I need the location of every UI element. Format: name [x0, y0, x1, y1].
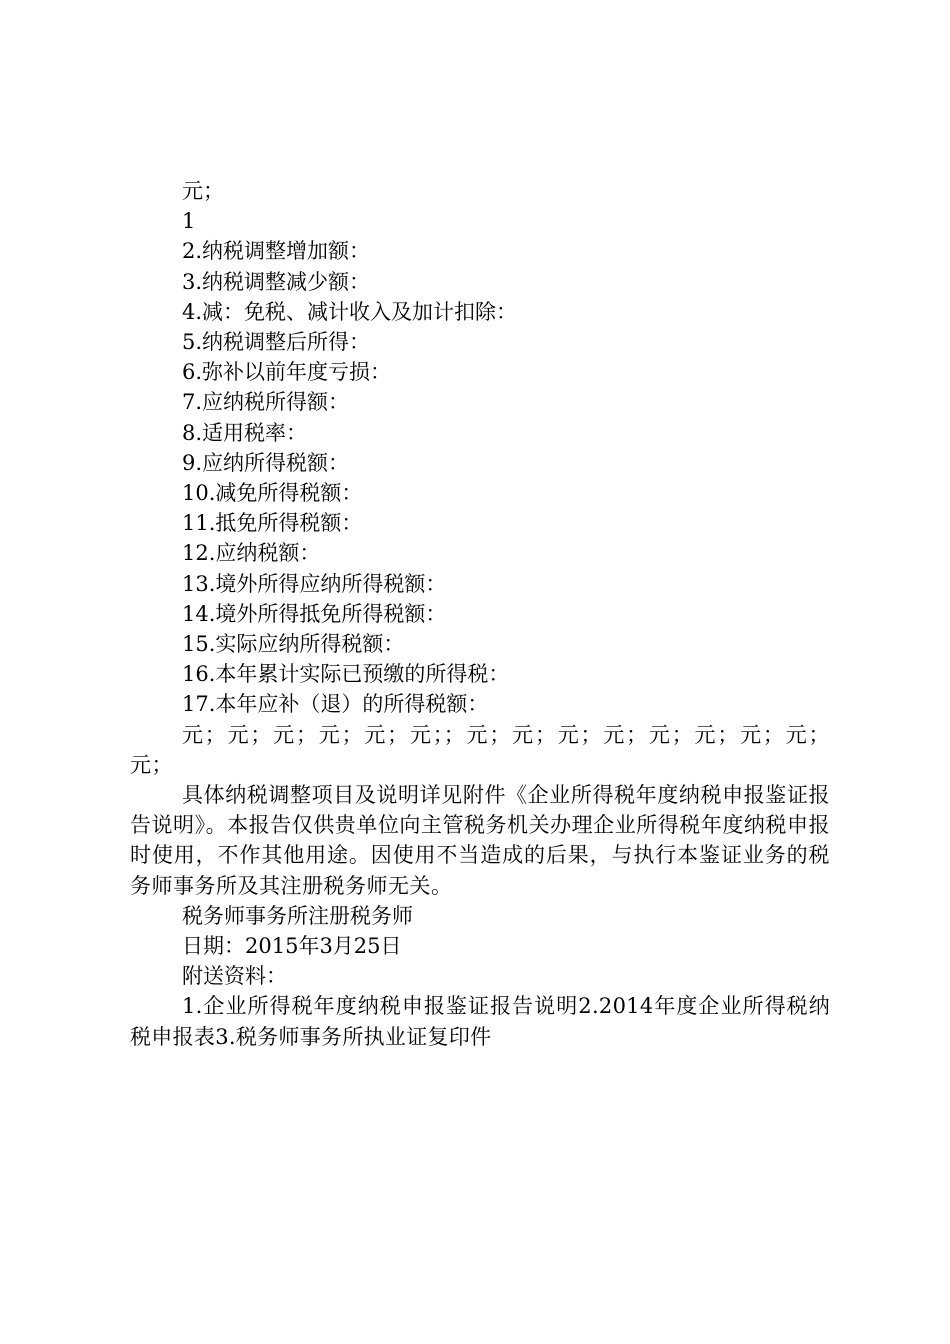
list-item: 15.实际应纳所得税额： [182, 632, 405, 657]
item-list [130, 176, 830, 720]
units-paragraph: 元；元；元；元；元；元；；元；元；元；元；元；元；元；元；元； [130, 722, 830, 777]
document-page [130, 176, 830, 1052]
statement-paragraph: 具体纳税调整项目及说明详见附件《企业所得税年度纳税申报鉴证报告说明》。本报告仅供贵单位向主管税务机关办理企业所得税年度纳税申报时使用，不作其他用途。因使用不当造成的后果，与执行本鉴证业务的税务师事务所及其注册税务师无关。 [130, 783, 830, 898]
list-item: 16.本年累计实际已预缴的所得税： [182, 662, 510, 687]
list-item: 元； [182, 179, 224, 203]
list-item: 5.纳税调整后所得： [182, 330, 371, 355]
list-item: 9.应纳所得税额： [182, 450, 350, 475]
list-item: 14.境外所得抵免所得税额： [182, 601, 447, 626]
list-item: 13.境外所得应纳所得税额： [182, 571, 447, 596]
attachments-paragraph: 1.企业所得税年度纳税申报鉴证报告说明2.2014年度企业所得税纳税申报表3.税务师事务所执业证复印件 [130, 994, 830, 1049]
list-item: 12.应纳税额： [182, 541, 321, 566]
attachments-label: 附送资料： [182, 964, 287, 989]
signature-line: 税务师事务所注册税务师 [182, 903, 413, 928]
list-item: 7.应纳税所得额： [182, 390, 350, 415]
list-item: 17.本年应补（退）的所得税额： [182, 692, 489, 717]
list-item: 6.弥补以前年度亏损： [182, 360, 392, 385]
list-item: 8.适用税率： [182, 420, 308, 445]
date-line: 日期：2015年3月25日 [182, 934, 402, 959]
list-item: 4.减：免税、减计收入及加计扣除： [182, 299, 518, 324]
list-item: 11.抵免所得税额： [182, 511, 363, 536]
list-item: 1 [182, 209, 196, 234]
list-item: 3.纳税调整减少额： [182, 269, 371, 294]
list-item: 2.纳税调整增加额： [182, 239, 371, 264]
list-item: 10.减免所得税额： [182, 481, 363, 506]
